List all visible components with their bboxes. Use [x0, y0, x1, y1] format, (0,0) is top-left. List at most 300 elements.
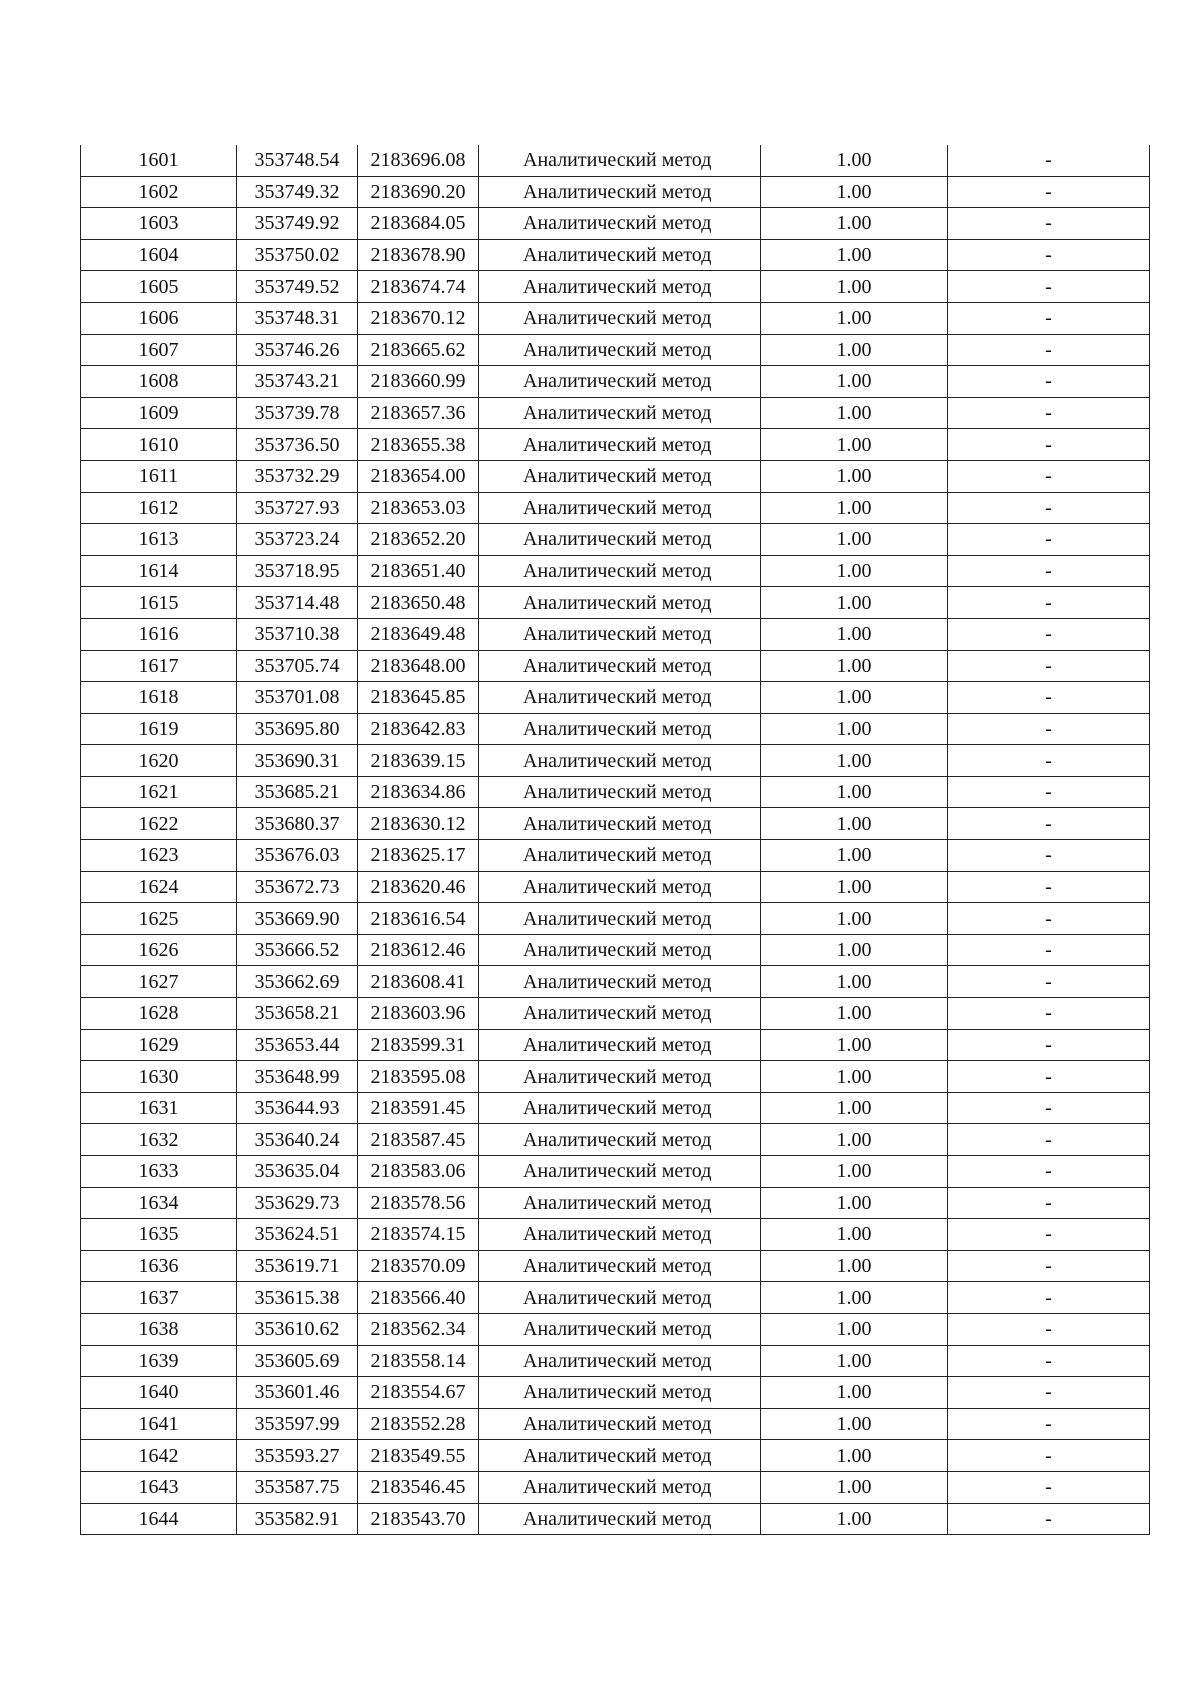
description-cell: - [948, 934, 1150, 966]
method-cell: Аналитический метод [479, 934, 761, 966]
x-coordinate-cell: 353685.21 [237, 776, 358, 808]
x-coordinate-cell: 353624.51 [237, 1219, 358, 1251]
accuracy-cell: 1.00 [761, 208, 948, 240]
description-cell: - [948, 1187, 1150, 1219]
x-coordinate-cell: 353605.69 [237, 1345, 358, 1377]
point-number-cell: 1614 [81, 555, 237, 587]
x-coordinate-cell: 353705.74 [237, 650, 358, 682]
table-row [81, 1187, 1150, 1219]
point-number-cell: 1608 [81, 366, 237, 398]
table-row [81, 208, 1150, 240]
table-row [81, 650, 1150, 682]
x-coordinate-cell: 353749.52 [237, 271, 358, 303]
point-number-cell: 1631 [81, 1092, 237, 1124]
accuracy-cell: 1.00 [761, 1440, 948, 1472]
x-coordinate-cell: 353615.38 [237, 1282, 358, 1314]
point-number-cell: 1636 [81, 1250, 237, 1282]
table-row [81, 1092, 1150, 1124]
description-cell: - [948, 682, 1150, 714]
y-coordinate-cell: 2183649.48 [358, 618, 479, 650]
accuracy-cell: 1.00 [761, 587, 948, 619]
description-cell: - [948, 1061, 1150, 1093]
table-row [81, 966, 1150, 998]
accuracy-cell: 1.00 [761, 1503, 948, 1535]
point-number-cell: 1610 [81, 429, 237, 461]
y-coordinate-cell: 2183665.62 [358, 334, 479, 366]
table-row [81, 776, 1150, 808]
method-cell: Аналитический метод [479, 998, 761, 1030]
description-cell: - [948, 239, 1150, 271]
method-cell: Аналитический метод [479, 1029, 761, 1061]
table-row [81, 1061, 1150, 1093]
y-coordinate-cell: 2183678.90 [358, 239, 479, 271]
description-cell: - [948, 1408, 1150, 1440]
accuracy-cell: 1.00 [761, 1061, 948, 1093]
x-coordinate-cell: 353749.32 [237, 176, 358, 208]
table-row [81, 713, 1150, 745]
accuracy-cell: 1.00 [761, 1092, 948, 1124]
accuracy-cell: 1.00 [761, 1219, 948, 1251]
y-coordinate-cell: 2183690.20 [358, 176, 479, 208]
x-coordinate-cell: 353593.27 [237, 1440, 358, 1472]
x-coordinate-cell: 353680.37 [237, 808, 358, 840]
table-row [81, 840, 1150, 872]
point-number-cell: 1604 [81, 239, 237, 271]
description-cell: - [948, 1282, 1150, 1314]
method-cell: Аналитический метод [479, 429, 761, 461]
x-coordinate-cell: 353635.04 [237, 1156, 358, 1188]
y-coordinate-cell: 2183552.28 [358, 1408, 479, 1440]
accuracy-cell: 1.00 [761, 1029, 948, 1061]
table-row [81, 524, 1150, 556]
accuracy-cell: 1.00 [761, 334, 948, 366]
point-number-cell: 1623 [81, 840, 237, 872]
accuracy-cell: 1.00 [761, 808, 948, 840]
point-number-cell: 1607 [81, 334, 237, 366]
x-coordinate-cell: 353619.71 [237, 1250, 358, 1282]
description-cell: - [948, 271, 1150, 303]
x-coordinate-cell: 353597.99 [237, 1408, 358, 1440]
x-coordinate-cell: 353739.78 [237, 397, 358, 429]
description-cell: - [948, 1219, 1150, 1251]
description-cell: - [948, 840, 1150, 872]
point-number-cell: 1629 [81, 1029, 237, 1061]
description-cell: - [948, 1377, 1150, 1409]
method-cell: Аналитический метод [479, 1282, 761, 1314]
table-row [81, 1345, 1150, 1377]
x-coordinate-cell: 353669.90 [237, 903, 358, 935]
y-coordinate-cell: 2183670.12 [358, 302, 479, 334]
accuracy-cell: 1.00 [761, 1156, 948, 1188]
method-cell: Аналитический метод [479, 492, 761, 524]
x-coordinate-cell: 353601.46 [237, 1377, 358, 1409]
point-number-cell: 1640 [81, 1377, 237, 1409]
y-coordinate-cell: 2183648.00 [358, 650, 479, 682]
point-number-cell: 1628 [81, 998, 237, 1030]
y-coordinate-cell: 2183652.20 [358, 524, 479, 556]
accuracy-cell: 1.00 [761, 271, 948, 303]
point-number-cell: 1627 [81, 966, 237, 998]
point-number-cell: 1644 [81, 1503, 237, 1535]
point-number-cell: 1632 [81, 1124, 237, 1156]
accuracy-cell: 1.00 [761, 1345, 948, 1377]
y-coordinate-cell: 2183583.06 [358, 1156, 479, 1188]
accuracy-cell: 1.00 [761, 492, 948, 524]
description-cell: - [948, 808, 1150, 840]
description-cell: - [948, 145, 1150, 176]
x-coordinate-cell: 353714.48 [237, 587, 358, 619]
description-cell: - [948, 650, 1150, 682]
point-number-cell: 1603 [81, 208, 237, 240]
description-cell: - [948, 397, 1150, 429]
y-coordinate-cell: 2183612.46 [358, 934, 479, 966]
x-coordinate-cell: 353629.73 [237, 1187, 358, 1219]
accuracy-cell: 1.00 [761, 682, 948, 714]
table-row [81, 1377, 1150, 1409]
point-number-cell: 1642 [81, 1440, 237, 1472]
description-cell: - [948, 1345, 1150, 1377]
method-cell: Аналитический метод [479, 271, 761, 303]
table-row [81, 271, 1150, 303]
point-number-cell: 1615 [81, 587, 237, 619]
accuracy-cell: 1.00 [761, 176, 948, 208]
description-cell: - [948, 555, 1150, 587]
description-cell: - [948, 745, 1150, 777]
y-coordinate-cell: 2183574.15 [358, 1219, 479, 1251]
x-coordinate-cell: 353748.31 [237, 302, 358, 334]
table-row [81, 429, 1150, 461]
description-cell: - [948, 587, 1150, 619]
x-coordinate-cell: 353748.54 [237, 145, 358, 176]
method-cell: Аналитический метод [479, 776, 761, 808]
accuracy-cell: 1.00 [761, 776, 948, 808]
table-row [81, 1219, 1150, 1251]
point-number-cell: 1641 [81, 1408, 237, 1440]
x-coordinate-cell: 353676.03 [237, 840, 358, 872]
y-coordinate-cell: 2183696.08 [358, 145, 479, 176]
table-row [81, 1156, 1150, 1188]
accuracy-cell: 1.00 [761, 650, 948, 682]
coordinates-table-body [81, 145, 1150, 1535]
table-row [81, 239, 1150, 271]
description-cell: - [948, 618, 1150, 650]
accuracy-cell: 1.00 [761, 966, 948, 998]
x-coordinate-cell: 353666.52 [237, 934, 358, 966]
x-coordinate-cell: 353644.93 [237, 1092, 358, 1124]
table-row [81, 871, 1150, 903]
method-cell: Аналитический метод [479, 1377, 761, 1409]
x-coordinate-cell: 353723.24 [237, 524, 358, 556]
point-number-cell: 1616 [81, 618, 237, 650]
y-coordinate-cell: 2183603.96 [358, 998, 479, 1030]
table-row [81, 998, 1150, 1030]
method-cell: Аналитический метод [479, 334, 761, 366]
description-cell: - [948, 1313, 1150, 1345]
x-coordinate-cell: 353662.69 [237, 966, 358, 998]
method-cell: Аналитический метод [479, 1471, 761, 1503]
y-coordinate-cell: 2183634.86 [358, 776, 479, 808]
x-coordinate-cell: 353582.91 [237, 1503, 358, 1535]
accuracy-cell: 1.00 [761, 555, 948, 587]
point-number-cell: 1638 [81, 1313, 237, 1345]
table-row [81, 1282, 1150, 1314]
point-number-cell: 1602 [81, 176, 237, 208]
method-cell: Аналитический метод [479, 145, 761, 176]
description-cell: - [948, 966, 1150, 998]
x-coordinate-cell: 353695.80 [237, 713, 358, 745]
table-row [81, 1503, 1150, 1535]
accuracy-cell: 1.00 [761, 524, 948, 556]
method-cell: Аналитический метод [479, 745, 761, 777]
coordinates-table [80, 145, 1150, 1535]
point-number-cell: 1626 [81, 934, 237, 966]
point-number-cell: 1643 [81, 1471, 237, 1503]
x-coordinate-cell: 353743.21 [237, 366, 358, 398]
method-cell: Аналитический метод [479, 397, 761, 429]
x-coordinate-cell: 353750.02 [237, 239, 358, 271]
method-cell: Аналитический метод [479, 1250, 761, 1282]
y-coordinate-cell: 2183570.09 [358, 1250, 479, 1282]
method-cell: Аналитический метод [479, 1313, 761, 1345]
description-cell: - [948, 366, 1150, 398]
y-coordinate-cell: 2183655.38 [358, 429, 479, 461]
method-cell: Аналитический метод [479, 208, 761, 240]
x-coordinate-cell: 353718.95 [237, 555, 358, 587]
x-coordinate-cell: 353732.29 [237, 460, 358, 492]
method-cell: Аналитический метод [479, 903, 761, 935]
table-row [81, 302, 1150, 334]
table-row [81, 1250, 1150, 1282]
x-coordinate-cell: 353640.24 [237, 1124, 358, 1156]
table-row [81, 618, 1150, 650]
description-cell: - [948, 1124, 1150, 1156]
accuracy-cell: 1.00 [761, 145, 948, 176]
accuracy-cell: 1.00 [761, 1471, 948, 1503]
y-coordinate-cell: 2183608.41 [358, 966, 479, 998]
accuracy-cell: 1.00 [761, 1313, 948, 1345]
y-coordinate-cell: 2183587.45 [358, 1124, 479, 1156]
table-row [81, 176, 1150, 208]
x-coordinate-cell: 353710.38 [237, 618, 358, 650]
description-cell: - [948, 713, 1150, 745]
x-coordinate-cell: 353749.92 [237, 208, 358, 240]
point-number-cell: 1633 [81, 1156, 237, 1188]
table-row [81, 745, 1150, 777]
y-coordinate-cell: 2183642.83 [358, 713, 479, 745]
y-coordinate-cell: 2183657.36 [358, 397, 479, 429]
accuracy-cell: 1.00 [761, 1187, 948, 1219]
y-coordinate-cell: 2183684.05 [358, 208, 479, 240]
point-number-cell: 1637 [81, 1282, 237, 1314]
method-cell: Аналитический метод [479, 460, 761, 492]
point-number-cell: 1621 [81, 776, 237, 808]
method-cell: Аналитический метод [479, 1156, 761, 1188]
method-cell: Аналитический метод [479, 1219, 761, 1251]
x-coordinate-cell: 353701.08 [237, 682, 358, 714]
point-number-cell: 1635 [81, 1219, 237, 1251]
method-cell: Аналитический метод [479, 618, 761, 650]
table-row [81, 1029, 1150, 1061]
description-cell: - [948, 903, 1150, 935]
point-number-cell: 1619 [81, 713, 237, 745]
description-cell: - [948, 1471, 1150, 1503]
method-cell: Аналитический метод [479, 840, 761, 872]
table-row [81, 1124, 1150, 1156]
accuracy-cell: 1.00 [761, 1250, 948, 1282]
table-row [81, 145, 1150, 176]
point-number-cell: 1620 [81, 745, 237, 777]
method-cell: Аналитический метод [479, 555, 761, 587]
y-coordinate-cell: 2183650.48 [358, 587, 479, 619]
y-coordinate-cell: 2183558.14 [358, 1345, 479, 1377]
accuracy-cell: 1.00 [761, 239, 948, 271]
method-cell: Аналитический метод [479, 302, 761, 334]
description-cell: - [948, 429, 1150, 461]
y-coordinate-cell: 2183639.15 [358, 745, 479, 777]
description-cell: - [948, 871, 1150, 903]
table-row [81, 492, 1150, 524]
method-cell: Аналитический метод [479, 1503, 761, 1535]
y-coordinate-cell: 2183562.34 [358, 1313, 479, 1345]
y-coordinate-cell: 2183546.45 [358, 1471, 479, 1503]
method-cell: Аналитический метод [479, 1092, 761, 1124]
method-cell: Аналитический метод [479, 871, 761, 903]
accuracy-cell: 1.00 [761, 998, 948, 1030]
point-number-cell: 1611 [81, 460, 237, 492]
y-coordinate-cell: 2183654.00 [358, 460, 479, 492]
y-coordinate-cell: 2183625.17 [358, 840, 479, 872]
y-coordinate-cell: 2183616.54 [358, 903, 479, 935]
method-cell: Аналитический метод [479, 966, 761, 998]
description-cell: - [948, 460, 1150, 492]
point-number-cell: 1601 [81, 145, 237, 176]
method-cell: Аналитический метод [479, 808, 761, 840]
table-row [81, 1471, 1150, 1503]
accuracy-cell: 1.00 [761, 1377, 948, 1409]
table-row [81, 934, 1150, 966]
method-cell: Аналитический метод [479, 713, 761, 745]
method-cell: Аналитический метод [479, 1187, 761, 1219]
x-coordinate-cell: 353727.93 [237, 492, 358, 524]
point-number-cell: 1639 [81, 1345, 237, 1377]
y-coordinate-cell: 2183620.46 [358, 871, 479, 903]
x-coordinate-cell: 353653.44 [237, 1029, 358, 1061]
y-coordinate-cell: 2183554.67 [358, 1377, 479, 1409]
x-coordinate-cell: 353587.75 [237, 1471, 358, 1503]
table-row [81, 460, 1150, 492]
description-cell: - [948, 1156, 1150, 1188]
accuracy-cell: 1.00 [761, 1408, 948, 1440]
y-coordinate-cell: 2183653.03 [358, 492, 479, 524]
method-cell: Аналитический метод [479, 587, 761, 619]
point-number-cell: 1618 [81, 682, 237, 714]
table-row [81, 903, 1150, 935]
y-coordinate-cell: 2183660.99 [358, 366, 479, 398]
x-coordinate-cell: 353672.73 [237, 871, 358, 903]
x-coordinate-cell: 353648.99 [237, 1061, 358, 1093]
accuracy-cell: 1.00 [761, 1124, 948, 1156]
y-coordinate-cell: 2183595.08 [358, 1061, 479, 1093]
accuracy-cell: 1.00 [761, 460, 948, 492]
description-cell: - [948, 524, 1150, 556]
y-coordinate-cell: 2183549.55 [358, 1440, 479, 1472]
description-cell: - [948, 1092, 1150, 1124]
y-coordinate-cell: 2183578.56 [358, 1187, 479, 1219]
description-cell: - [948, 1440, 1150, 1472]
description-cell: - [948, 1250, 1150, 1282]
x-coordinate-cell: 353746.26 [237, 334, 358, 366]
method-cell: Аналитический метод [479, 1345, 761, 1377]
description-cell: - [948, 1503, 1150, 1535]
accuracy-cell: 1.00 [761, 840, 948, 872]
accuracy-cell: 1.00 [761, 1282, 948, 1314]
table-row [81, 587, 1150, 619]
y-coordinate-cell: 2183543.70 [358, 1503, 479, 1535]
point-number-cell: 1613 [81, 524, 237, 556]
y-coordinate-cell: 2183630.12 [358, 808, 479, 840]
table-row [81, 555, 1150, 587]
point-number-cell: 1630 [81, 1061, 237, 1093]
accuracy-cell: 1.00 [761, 429, 948, 461]
method-cell: Аналитический метод [479, 1408, 761, 1440]
y-coordinate-cell: 2183591.45 [358, 1092, 479, 1124]
method-cell: Аналитический метод [479, 682, 761, 714]
table-row [81, 1440, 1150, 1472]
description-cell: - [948, 208, 1150, 240]
accuracy-cell: 1.00 [761, 618, 948, 650]
accuracy-cell: 1.00 [761, 934, 948, 966]
accuracy-cell: 1.00 [761, 745, 948, 777]
table-row [81, 1408, 1150, 1440]
point-number-cell: 1612 [81, 492, 237, 524]
accuracy-cell: 1.00 [761, 302, 948, 334]
method-cell: Аналитический метод [479, 650, 761, 682]
table-row [81, 808, 1150, 840]
table-row [81, 682, 1150, 714]
method-cell: Аналитический метод [479, 366, 761, 398]
description-cell: - [948, 776, 1150, 808]
x-coordinate-cell: 353690.31 [237, 745, 358, 777]
point-number-cell: 1609 [81, 397, 237, 429]
description-cell: - [948, 1029, 1150, 1061]
point-number-cell: 1625 [81, 903, 237, 935]
description-cell: - [948, 302, 1150, 334]
accuracy-cell: 1.00 [761, 366, 948, 398]
method-cell: Аналитический метод [479, 1124, 761, 1156]
y-coordinate-cell: 2183645.85 [358, 682, 479, 714]
table-row [81, 334, 1150, 366]
y-coordinate-cell: 2183674.74 [358, 271, 479, 303]
method-cell: Аналитический метод [479, 1440, 761, 1472]
point-number-cell: 1617 [81, 650, 237, 682]
point-number-cell: 1606 [81, 302, 237, 334]
table-row [81, 1313, 1150, 1345]
description-cell: - [948, 492, 1150, 524]
description-cell: - [948, 176, 1150, 208]
x-coordinate-cell: 353658.21 [237, 998, 358, 1030]
accuracy-cell: 1.00 [761, 871, 948, 903]
accuracy-cell: 1.00 [761, 397, 948, 429]
x-coordinate-cell: 353736.50 [237, 429, 358, 461]
description-cell: - [948, 998, 1150, 1030]
description-cell: - [948, 334, 1150, 366]
y-coordinate-cell: 2183651.40 [358, 555, 479, 587]
accuracy-cell: 1.00 [761, 903, 948, 935]
y-coordinate-cell: 2183566.40 [358, 1282, 479, 1314]
accuracy-cell: 1.00 [761, 713, 948, 745]
point-number-cell: 1634 [81, 1187, 237, 1219]
table-row [81, 366, 1150, 398]
